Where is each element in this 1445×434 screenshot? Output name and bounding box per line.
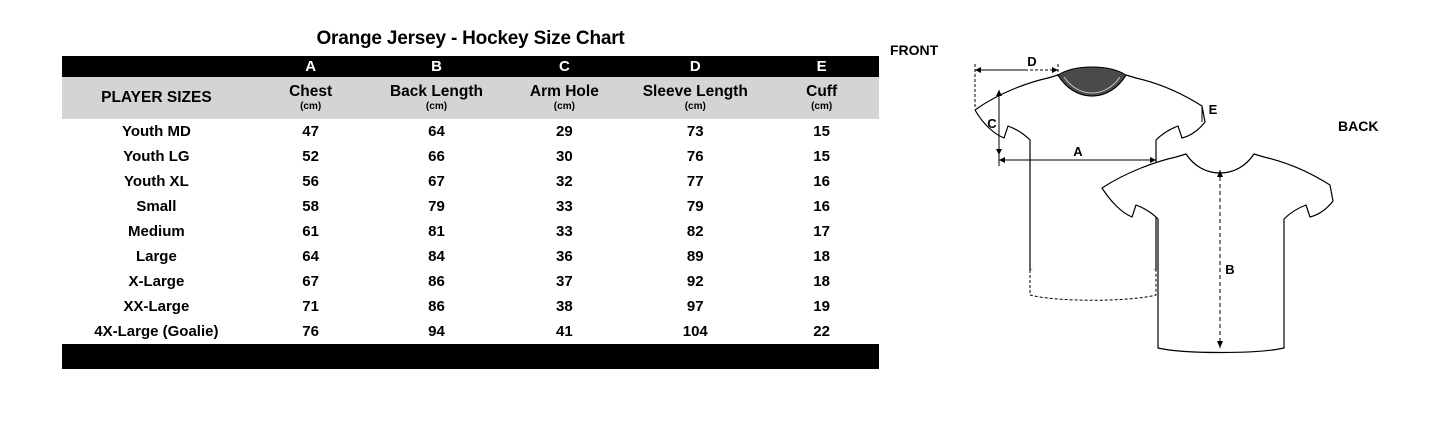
front-label: FRONT <box>890 42 939 58</box>
cell-sleeve-length: 79 <box>626 194 764 219</box>
back-label: BACK <box>1338 118 1379 134</box>
table-row <box>62 144 879 169</box>
cell-size: 4X-Large (Goalie) <box>62 319 251 344</box>
cell-chest: 71 <box>251 294 371 319</box>
cell-arm-hole: 38 <box>502 294 626 319</box>
cell-chest: 76 <box>251 319 371 344</box>
header-back-length <box>371 77 503 119</box>
cell-sleeve-length: 73 <box>626 119 764 144</box>
cell-size: Youth LG <box>62 144 251 169</box>
cell-cuff: 22 <box>764 319 879 344</box>
column-letter-row <box>62 56 879 77</box>
header-cuff <box>764 77 879 119</box>
cell-arm-hole: 41 <box>502 319 626 344</box>
cell-arm-hole: 30 <box>502 144 626 169</box>
table-row <box>62 294 879 319</box>
table-row <box>62 194 879 219</box>
cell-arm-hole: 32 <box>502 169 626 194</box>
cell-back-length: 86 <box>371 294 503 319</box>
cell-arm-hole: 33 <box>502 194 626 219</box>
table-row <box>62 219 879 244</box>
letter-cell-blank <box>62 56 251 77</box>
cell-chest: 61 <box>251 219 371 244</box>
header-cuff-name: Cuff <box>806 82 838 100</box>
table-row <box>62 319 879 344</box>
cell-back-length: 67 <box>371 169 503 194</box>
cell-back-length: 66 <box>371 144 503 169</box>
header-cuff-unit: (cm) <box>811 101 833 113</box>
cell-size: Small <box>62 194 251 219</box>
cell-arm-hole: 33 <box>502 219 626 244</box>
cell-sleeve-length: 77 <box>626 169 764 194</box>
table-header-row <box>62 77 879 119</box>
letter-cell-c: C <box>502 56 626 77</box>
header-back-length-name: Back Length <box>389 82 483 100</box>
cell-cuff: 15 <box>764 144 879 169</box>
cell-cuff: 16 <box>764 169 879 194</box>
cell-sleeve-length: 104 <box>626 319 764 344</box>
header-chest-name: Chest <box>289 82 333 100</box>
measure-label-c: C <box>987 116 997 131</box>
measure-label-d: D <box>1027 54 1037 69</box>
jersey-illustration <box>880 30 1440 420</box>
header-chest-unit: (cm) <box>300 101 322 113</box>
cell-arm-hole: 29 <box>502 119 626 144</box>
page-title: Orange Jersey - Hockey Size Chart <box>316 28 625 49</box>
letter-cell-a: A <box>251 56 371 77</box>
cell-size: XX-Large <box>62 294 251 319</box>
header-player-sizes: PLAYER SIZES <box>62 77 251 119</box>
cell-back-length: 94 <box>371 319 503 344</box>
header-sleeve-length-name: Sleeve Length <box>642 82 748 100</box>
cell-chest: 52 <box>251 144 371 169</box>
cell-cuff: 17 <box>764 219 879 244</box>
cell-arm-hole: 37 <box>502 269 626 294</box>
header-sleeve-length <box>626 77 764 119</box>
cell-sleeve-length: 97 <box>626 294 764 319</box>
cell-cuff: 16 <box>764 194 879 219</box>
cell-cuff: 18 <box>764 244 879 269</box>
cell-size: Medium <box>62 219 251 244</box>
cell-cuff: 15 <box>764 119 879 144</box>
cell-arm-hole: 36 <box>502 244 626 269</box>
table-row <box>62 119 879 144</box>
letter-cell-d: D <box>626 56 764 77</box>
size-chart-section <box>62 28 879 369</box>
cell-size: Large <box>62 244 251 269</box>
table-row <box>62 169 879 194</box>
size-chart-table <box>62 56 879 369</box>
letter-cell-e: E <box>764 56 879 77</box>
cell-chest: 58 <box>251 194 371 219</box>
cell-chest: 47 <box>251 119 371 144</box>
table-bottom-band <box>62 344 879 369</box>
cell-back-length: 81 <box>371 219 503 244</box>
letter-cell-b: B <box>371 56 503 77</box>
measure-label-e: E <box>1208 102 1218 117</box>
cell-size: Youth XL <box>62 169 251 194</box>
table-row <box>62 244 879 269</box>
header-back-length-unit: (cm) <box>425 101 448 113</box>
cell-sleeve-length: 82 <box>626 219 764 244</box>
cell-sleeve-length: 89 <box>626 244 764 269</box>
cell-sleeve-length: 92 <box>626 269 764 294</box>
header-arm-hole-unit: (cm) <box>553 101 575 113</box>
jersey-diagram <box>880 30 1440 420</box>
header-arm-hole-name: Arm Hole <box>529 82 599 100</box>
cell-chest: 67 <box>251 269 371 294</box>
cell-back-length: 64 <box>371 119 503 144</box>
table-frame <box>62 56 879 369</box>
table-row <box>62 269 879 294</box>
cell-cuff: 18 <box>764 269 879 294</box>
cell-size: Youth MD <box>62 119 251 144</box>
cell-chest: 64 <box>251 244 371 269</box>
header-chest <box>251 77 371 119</box>
cell-back-length: 84 <box>371 244 503 269</box>
header-sleeve-length-unit: (cm) <box>684 101 706 113</box>
header-arm-hole <box>502 77 626 119</box>
cell-size: X-Large <box>62 269 251 294</box>
cell-cuff: 19 <box>764 294 879 319</box>
measure-label-a: A <box>1073 144 1083 159</box>
cell-chest: 56 <box>251 169 371 194</box>
cell-back-length: 86 <box>371 269 503 294</box>
cell-sleeve-length: 76 <box>626 144 764 169</box>
cell-back-length: 79 <box>371 194 503 219</box>
measure-label-b: B <box>1225 262 1235 277</box>
bottom-band-cell <box>62 344 879 369</box>
